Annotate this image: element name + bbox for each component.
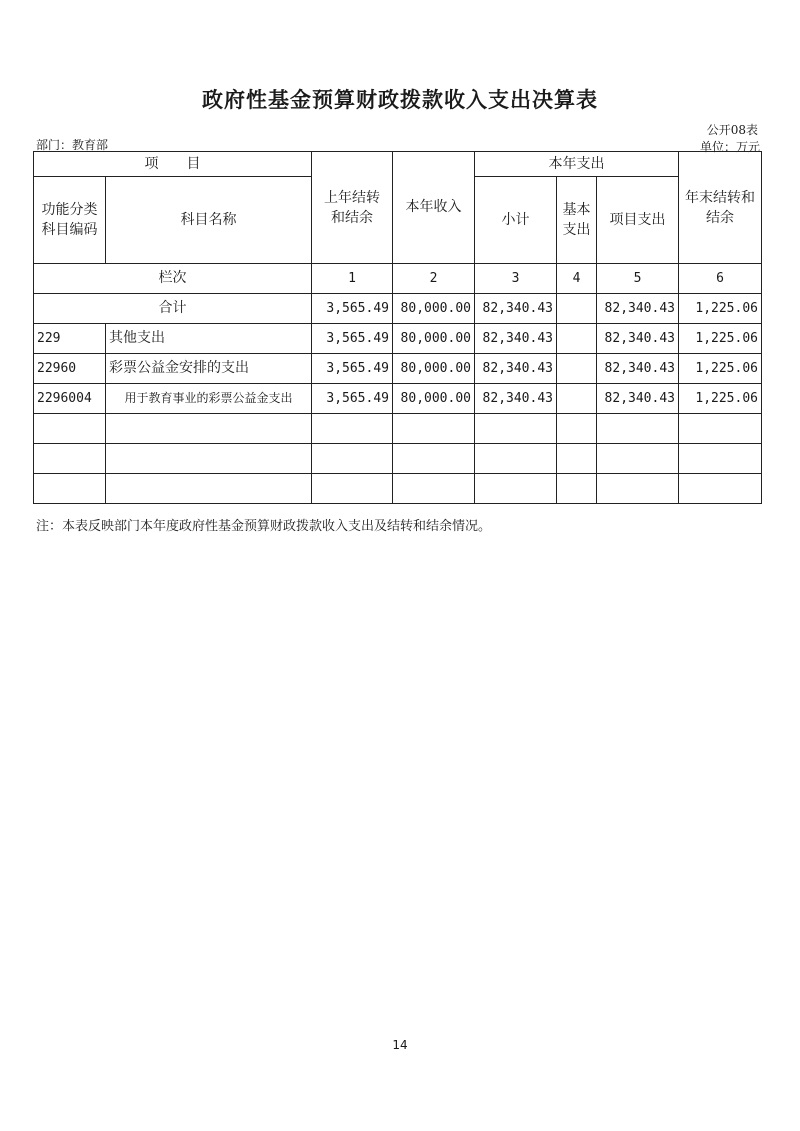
row-name: 用于教育事业的彩票公益金支出 <box>106 384 312 414</box>
row-basic <box>557 384 597 414</box>
row-name: 彩票公益金安排的支出 <box>106 354 312 384</box>
total-subtotal: 82,340.43 <box>475 294 557 324</box>
index-col-1: 1 <box>312 264 393 294</box>
row-project: 82,340.43 <box>597 354 679 384</box>
index-col-2: 2 <box>393 264 475 294</box>
empty-row <box>34 444 762 474</box>
row-end-balance: 1,225.06 <box>679 384 762 414</box>
header-name: 科目名称 <box>106 177 312 264</box>
row-code: 22960 <box>34 354 106 384</box>
header-income: 本年收入 <box>393 152 475 264</box>
header-prev-balance: 上年结转和结余 <box>312 152 393 264</box>
header-basic: 基本支出 <box>557 177 597 264</box>
department-label: 部门：教育部 <box>36 138 109 152</box>
header-item: 项 目 <box>34 152 312 177</box>
table-row <box>34 324 762 354</box>
budget-table <box>33 151 762 504</box>
index-col-3: 3 <box>475 264 557 294</box>
row-prev-balance: 3,565.49 <box>312 354 393 384</box>
index-col-4: 4 <box>557 264 597 294</box>
empty-row <box>34 414 762 444</box>
header-project: 项目支出 <box>597 177 679 264</box>
table-note: 注：本表反映部门本年度政府性基金预算财政拨款收入支出及结转和结余情况。 <box>36 519 492 534</box>
header-end-balance: 年末结转和结余 <box>679 152 762 264</box>
total-row <box>34 294 762 324</box>
row-income: 80,000.00 <box>393 384 475 414</box>
row-basic <box>557 354 597 384</box>
row-prev-balance: 3,565.49 <box>312 384 393 414</box>
total-income: 80,000.00 <box>393 294 475 324</box>
header-subtotal: 小计 <box>475 177 557 264</box>
report-title: 政府性基金预算财政拨款收入支出决算表 <box>202 87 598 112</box>
row-name: 其他支出 <box>106 324 312 354</box>
total-label: 合计 <box>34 294 312 324</box>
index-label: 栏次 <box>34 264 312 294</box>
page-number: 14 <box>392 1038 408 1052</box>
row-prev-balance: 3,565.49 <box>312 324 393 354</box>
row-project: 82,340.43 <box>597 324 679 354</box>
row-income: 80,000.00 <box>393 354 475 384</box>
total-basic <box>557 294 597 324</box>
form-code: 公开08表 <box>706 123 758 137</box>
row-subtotal: 82,340.43 <box>475 324 557 354</box>
unit-label: 单位：万元 <box>699 140 760 154</box>
empty-row <box>34 474 762 504</box>
index-col-6: 6 <box>679 264 762 294</box>
row-end-balance: 1,225.06 <box>679 354 762 384</box>
header-expenditure: 本年支出 <box>475 152 679 177</box>
row-basic <box>557 324 597 354</box>
row-subtotal: 82,340.43 <box>475 354 557 384</box>
table-row <box>34 354 762 384</box>
row-subtotal: 82,340.43 <box>475 384 557 414</box>
row-code: 2296004 <box>34 384 106 414</box>
index-col-5: 5 <box>597 264 679 294</box>
row-code: 229 <box>34 324 106 354</box>
row-project: 82,340.43 <box>597 384 679 414</box>
total-prev-balance: 3,565.49 <box>312 294 393 324</box>
table-row <box>34 384 762 414</box>
total-project: 82,340.43 <box>597 294 679 324</box>
header-code: 功能分类科目编码 <box>34 177 106 264</box>
row-income: 80,000.00 <box>393 324 475 354</box>
total-end-balance: 1,225.06 <box>679 294 762 324</box>
row-end-balance: 1,225.06 <box>679 324 762 354</box>
